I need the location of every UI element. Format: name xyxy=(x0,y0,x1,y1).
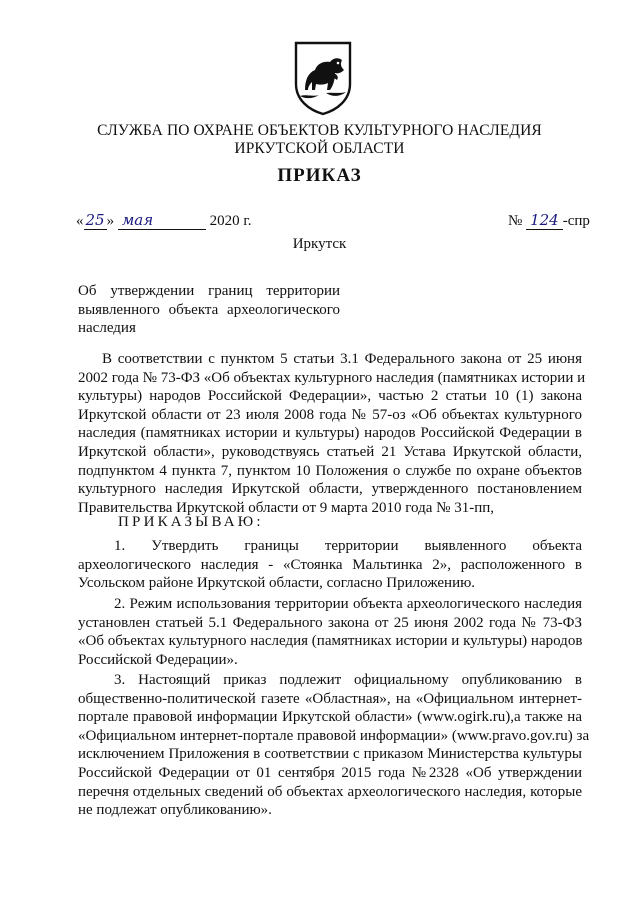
paragraph-line: В соответствии с пунктом 5 статьи 3.1 Федерального закона от 25 июня xyxy=(102,351,582,367)
date-month-handwritten: мая xyxy=(118,211,206,230)
paragraph-line: 3. Настоящий приказ подлежит официальному опубликованию в xyxy=(114,672,582,688)
order-item-3 xyxy=(78,671,590,820)
number-prefix: № xyxy=(508,213,523,229)
paragraph-line: 1. Утвердить границы территории выявленного объекта xyxy=(114,538,582,554)
paragraph-line: Усольском районе Иркутской области, согласно Приложению. xyxy=(78,575,476,592)
coat-of-arms-icon xyxy=(293,40,353,116)
paragraph-line: Правительства Иркутской области от 9 марта 2010 года № 31-пп, xyxy=(78,499,494,516)
paragraph-line: «Об объектах культурного наследия (памятниках истории и культуры) народов xyxy=(78,633,583,650)
document-number xyxy=(508,211,590,230)
paragraph-line: 2. Режим использования территории объекта археологического наследия xyxy=(114,596,582,612)
document-type-title: ПРИКАЗ xyxy=(277,165,362,186)
paragraph-line: наследия (памятниках истории и культуры) народов Российской Федерации в xyxy=(78,425,582,442)
date-close-quote: » xyxy=(106,213,115,229)
paragraph-line: Российской Федерации от 01 сентября 2015 года №2328 «Об утверждении xyxy=(78,764,582,781)
paragraph-line: исключением Приложения в соответствии с приказом Министерства культуры xyxy=(78,746,582,763)
paragraph-line: общественно-политической газете «Областная», на «Официальном интернет- xyxy=(78,690,582,707)
paragraph-line: археологического наследия - «Стоянка Мальтинка 2», расположенного в xyxy=(78,556,582,573)
city-name: Иркутск xyxy=(292,236,347,252)
paragraph-line: культурного наследия Иркутской области, утвержденного постановлением xyxy=(78,481,582,498)
paragraph-line: портале правовой информации Иркутской области» (www.ogirk.ru),а также на xyxy=(78,709,582,726)
subject-line: наследия xyxy=(78,320,136,336)
subject-line: выявленного объекта археологического xyxy=(78,301,340,318)
paragraph-line: подпунктом 4 пункта 7, пунктом 10 Положения о службе по охране объектов xyxy=(78,462,582,479)
paragraph-line: Иркутской области от 23 июля 2008 года № 57-оз «Об объектах культурного xyxy=(78,406,582,423)
paragraph-line: установлен статьей 5.1 Федерального закона от 25 июня 2002 года № 73-ФЗ xyxy=(78,614,582,631)
order-item-1 xyxy=(78,537,582,593)
order-word: ПРИКАЗЫВАЮ: xyxy=(118,514,264,530)
number-suffix: -спр xyxy=(562,213,590,229)
organization-name-line1: СЛУЖБА ПО ОХРАНЕ ОБЪЕКТОВ КУЛЬТУРНОГО НАСЛЕДИЯ xyxy=(97,122,542,139)
paragraph-line: 2002 года № 73-ФЗ «Об объектах культурного наследия (памятниках истории и xyxy=(78,369,586,386)
order-item-2 xyxy=(78,595,582,669)
date-year: 2020 г. xyxy=(209,213,252,229)
document-date xyxy=(76,211,252,230)
paragraph-line: культуры) народов Российской Федерации», частью 2 статьи 10 (1) закона xyxy=(78,388,582,405)
date-open-quote: « xyxy=(76,213,84,229)
paragraph-line: не подлежат опубликованию». xyxy=(78,802,272,819)
subject-line: Об утверждении границ территории xyxy=(78,283,340,299)
paragraph-line: Российской Федерации». xyxy=(78,651,238,668)
paragraph-line: перечня отдельных сведений об объектах археологического наследия, которые xyxy=(78,783,582,800)
date-day-handwritten: 25 xyxy=(85,211,105,229)
paragraph-line: Иркутской области», руководствуясь статьей 21 Устава Иркутской области, xyxy=(78,443,582,460)
preamble-paragraph xyxy=(78,350,586,517)
number-handwritten: 124 xyxy=(526,211,563,230)
order-subject xyxy=(78,282,340,338)
organization-name-line2: ИРКУТСКОЙ ОБЛАСТИ xyxy=(234,140,405,157)
paragraph-line: «Официальном интернет-портале правовой информации» (www.pravo.gov.ru) за xyxy=(78,727,590,744)
